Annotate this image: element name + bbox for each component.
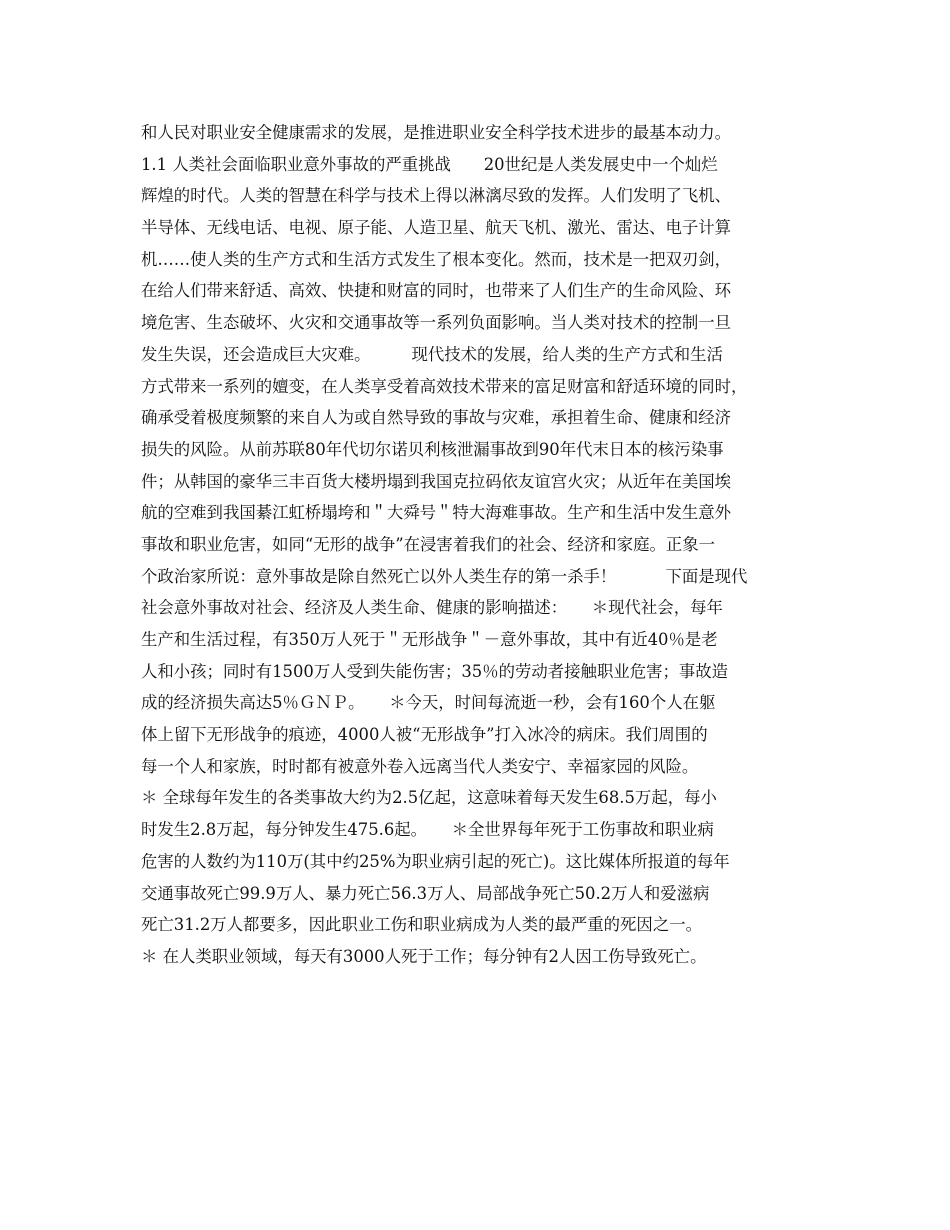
- text-line: 确承受着极度频繁的来自人为或自然导致的事故与灾难，承担着生命、健康和经济: [141, 408, 732, 428]
- text-line: 危害的人数约为110万(其中约25%为职业病引起的死亡)。这比媒体所报道的每年: [141, 851, 730, 871]
- text-line: 1.1 人类社会面临职业意外事故的严重挑战 20世纪是人类发展史中一个灿烂: [141, 154, 718, 174]
- text-line: 机……使人类的生产方式和生活方式发生了根本变化。然而，技术是一把双刃剑，: [141, 249, 732, 269]
- text-line: 半导体、无线电话、电视、原子能、人造卫星、航天飞机、激光、雷达、电子计算: [141, 218, 732, 238]
- text-line: 件；从韩国的豪华三丰百货大楼坍塌到我国克拉码依友谊宫火灾；从近年在美国埃: [141, 471, 732, 491]
- text-line: 航的空难到我国綦江虹桥塌垮和＂大舜号＂特大海难事故。生产和生活中发生意外: [141, 503, 732, 523]
- text-line: 人和小孩；同时有1500万人受到失能伤害；35％的劳动者接触职业危害；事故造: [141, 661, 729, 681]
- text-line: 成的经济损失高达5％ＧＮＰ。 ＊今天，时间每流逝一秒，会有160个人在躯: [141, 693, 716, 713]
- text-line: 方式带来一系列的嬗变，在人类享受着高效技术带来的富足财富和舒适环境的同时，: [141, 376, 748, 396]
- text-line: 时发生2.8万起，每分钟发生475.6起。 ＊全世界每年死于工伤事故和职业病: [141, 820, 714, 840]
- text-line: 发生失误，还会造成巨大灾难。 现代技术的发展，给人类的生产方式和生活: [141, 344, 723, 364]
- body-text: [141, 117, 821, 973]
- text-line: ＊ 全球每年发生的各类事故大约为2.5亿起，这意味着每天发生68.5万起，每小: [141, 788, 717, 808]
- text-line: 在给人们带来舒适、高效、快捷和财富的同时，也带来了人们生产的生命风险、环: [141, 281, 732, 301]
- text-line: 个政治家所说：意外事故是除自然死亡以外人类生存的第一杀手！ 下面是现代: [141, 566, 748, 586]
- text-line: 死亡31.2万人都要多，因此职业工伤和职业病成为人类的最严重的死因之一。: [141, 915, 702, 935]
- text-line: 社会意外事故对社会、经济及人类生命、健康的影响描述： ＊现代社会，每年: [141, 598, 723, 618]
- text-line: ＊ 在人类职业领域，每天有3000人死于工作；每分钟有2人因工伤导致死亡。: [141, 946, 707, 966]
- text-line: 交通事故死亡99.9万人、暴力死亡56.3万人、局部战争死亡50.2万人和爱滋病: [141, 883, 710, 903]
- text-line: 境危害、生态破坏、火灾和交通事故等一系列负面影响。当人类对技术的控制一旦: [141, 313, 732, 333]
- text-line: 生产和生活过程，有350万人死于＂无形战争＂－意外事故，其中有近40％是老: [141, 630, 718, 649]
- text-line: 损失的风险。从前苏联80年代切尔诺贝利核泄漏事故到90年代末日本的核污染事: [141, 439, 724, 459]
- text-line: 和人民对职业安全健康需求的发展，是推进职业安全科学技术进步的最基本动力。: [141, 123, 732, 142]
- text-line: 事故和职业危害，如同“无形的战争”在浸害着我们的社会、经济和家庭。正象一: [141, 534, 716, 554]
- text-line: 辉煌的时代。人类的智慧在科学与技术上得以淋漓尽致的发挥。人们发明了飞机、: [141, 186, 732, 206]
- text-line: 每一个人和家族，时时都有被意外卷入远离当代人类安宁、幸福家园的风险。: [141, 756, 699, 776]
- text-line: 体上留下无形战争的痕迹，4000人被“无形战争”打入冰冷的病床。我们周围的: [141, 725, 708, 745]
